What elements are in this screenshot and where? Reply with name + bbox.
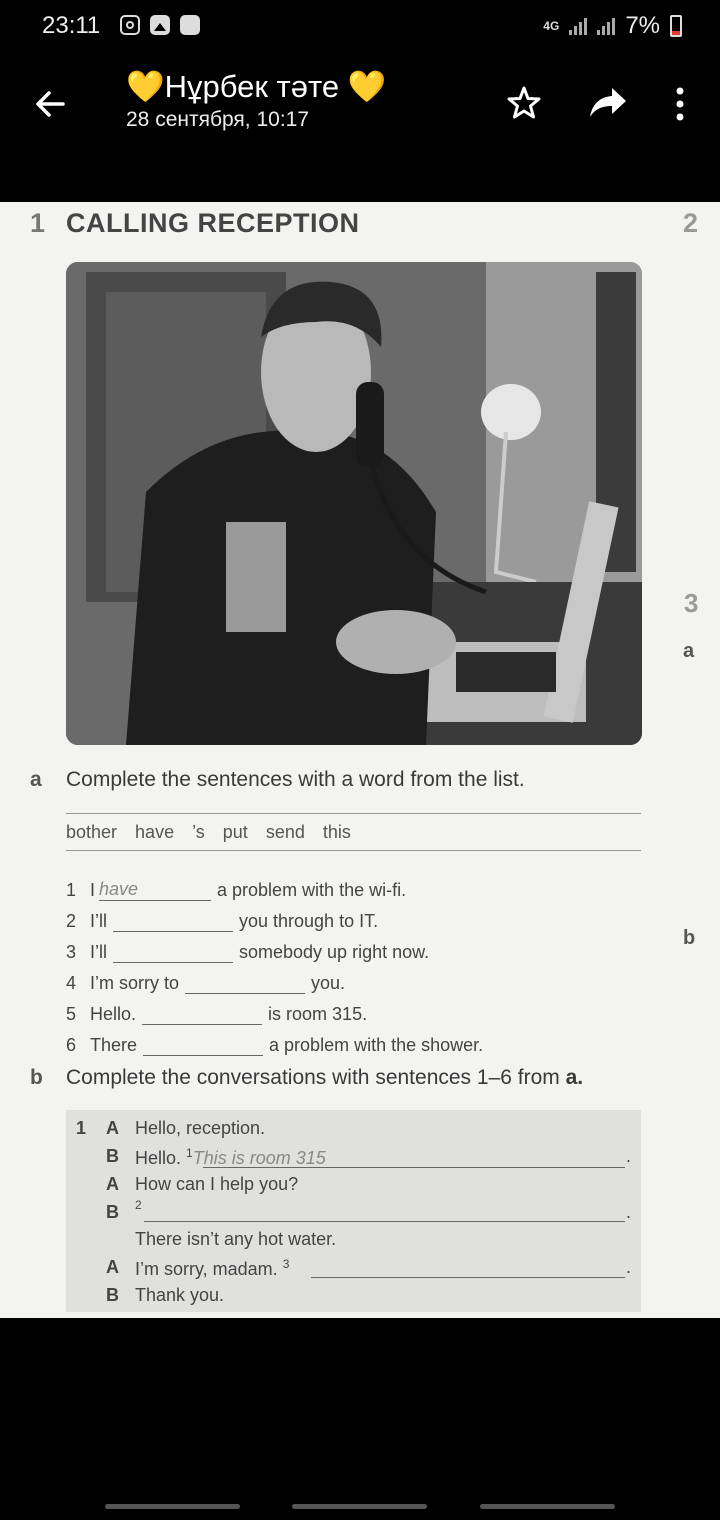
gesture-nav-bar — [0, 1500, 720, 1520]
star-button[interactable] — [505, 84, 543, 122]
arrow-left-icon — [30, 84, 70, 124]
sentence-item: 5 Hello. is room 315. — [66, 1004, 368, 1024]
conversation-box: 1 A Hello, reception. B Hello. $^1$This is room 315 . A How can I help you? B $^2$ . There isn’t any hot water. A I’m sorry, madam. $^3$ . B Thank you. — [66, 1110, 641, 1312]
nav-home-handle[interactable] — [292, 1504, 427, 1509]
app-bar — [0, 60, 720, 150]
unit-title: CALLING RECEPTION — [66, 208, 360, 238]
nav-recents-handle[interactable] — [105, 1504, 240, 1509]
exercise-a-instruction: Complete the sentences with a word from the list. — [66, 768, 525, 791]
answer-blank: have — [99, 879, 211, 901]
word-list-item: bother — [66, 822, 118, 842]
speaker-label: A — [106, 1118, 119, 1138]
answer-blank — [143, 1035, 263, 1056]
back-button[interactable] — [30, 84, 70, 124]
star-icon — [505, 84, 543, 122]
instagram-icon — [120, 15, 140, 35]
answer-line — [203, 1166, 625, 1168]
speaker-label: A — [106, 1257, 119, 1277]
word-list-top-rule — [66, 813, 641, 814]
document-image[interactable] — [0, 202, 720, 1318]
sentence-item: 3 I’ll somebody up right now. — [66, 942, 430, 962]
battery-percent: 7% — [625, 12, 660, 39]
conversation-number: 1 — [76, 1118, 87, 1138]
unit-number: 1 — [30, 208, 46, 238]
side-number-2: 2 — [683, 208, 699, 238]
conversation-line: Hello. $^1$This is room 315 — [135, 1146, 326, 1168]
sentence-item: 2 I’ll you through to IT. — [66, 911, 379, 931]
side-letter-b: b — [683, 927, 696, 949]
chat-title: 💛Нұрбек тәте 💛 — [126, 69, 387, 104]
speaker-label: B — [106, 1285, 119, 1305]
status-bar — [0, 0, 720, 54]
answer-line — [144, 1220, 625, 1222]
word-list — [66, 822, 351, 843]
conversation-line: Hello, reception. — [135, 1118, 266, 1138]
exercise-b-letter: b — [30, 1066, 43, 1089]
signal-icon — [569, 17, 587, 35]
wifi-hotspot-icon — [180, 15, 200, 35]
answer-blank — [113, 911, 233, 932]
status-time: 23:11 — [42, 12, 101, 39]
share-button[interactable] — [588, 86, 628, 120]
answer-line — [311, 1276, 625, 1278]
gallery-icon — [150, 15, 170, 35]
speaker-label: B — [106, 1146, 119, 1166]
sentence-item: 4 I’m sorry to you. — [66, 973, 346, 993]
sentence-list — [66, 870, 483, 1056]
answer-blank — [185, 973, 305, 994]
share-icon — [588, 86, 628, 120]
signal-icon-2 — [597, 17, 615, 35]
answer-blank — [142, 1004, 262, 1025]
sentence-item: 1 I have a problem with the wi-fi. — [66, 879, 407, 900]
side-letter-a: a — [683, 640, 695, 662]
answer-blank — [113, 942, 233, 963]
message-date: 28 сентября, 10:17 — [126, 108, 310, 131]
conversation-line: There isn’t any hot water. — [135, 1229, 337, 1249]
word-list-bottom-rule — [66, 850, 641, 851]
conversation-line: I’m sorry, madam. $^3$ — [135, 1257, 290, 1279]
more-options-button[interactable] — [665, 84, 695, 124]
man-on-phone-photo — [66, 262, 642, 745]
sentence-item: 6 There a problem with the shower. — [66, 1035, 484, 1055]
conversation-line: How can I help you? — [135, 1174, 299, 1194]
speaker-label: B — [106, 1202, 119, 1222]
network-type: 4G — [543, 18, 560, 33]
side-number-3: 3 — [684, 588, 699, 618]
battery-icon — [670, 15, 682, 37]
exercise-a-letter: a — [30, 768, 42, 791]
word-list-item: send — [265, 822, 305, 842]
word-list-item: this — [322, 822, 351, 842]
exercise-b-instruction: Complete the conversations with sentences 1–6 from a. — [66, 1066, 584, 1089]
conversation-line: 2 — [135, 1198, 142, 1212]
word-list-item: have — [135, 822, 175, 842]
more-vert-icon — [665, 84, 695, 124]
nav-back-handle[interactable] — [480, 1504, 615, 1509]
speaker-label: A — [106, 1174, 119, 1194]
word-list-item: ’s — [192, 822, 205, 842]
conversation-line: Thank you. — [135, 1285, 225, 1305]
notification-icons — [120, 15, 200, 35]
word-list-item: put — [222, 822, 248, 842]
